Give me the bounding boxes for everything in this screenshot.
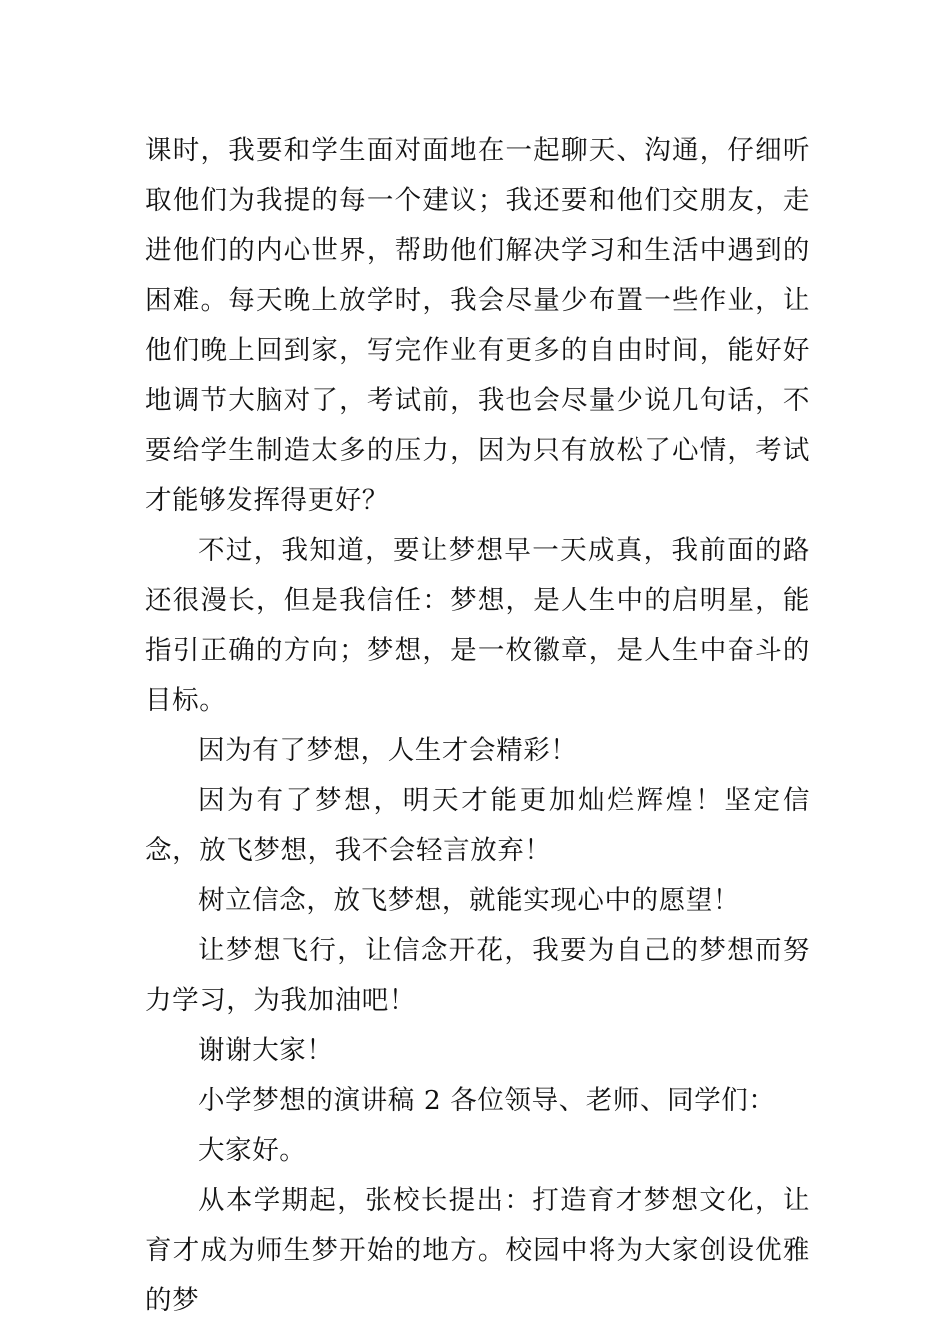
paragraph: 树立信念，放飞梦想，就能实现心中的愿望！ [198,885,740,916]
paragraph: 让梦想飞行，让信念开花，我要为自己的梦想而努力学习，为我加油吧！ [145,935,810,1016]
document-body [145,126,810,1326]
paragraph: 小学梦想的演讲稿 2 各位领导、老师、同学们： [198,1085,776,1116]
paragraph: 从本学期起，张校长提出：打造育才梦想文化，让育才成为师生梦开始的地方。校园中将为大家创设优雅的梦 [145,1185,810,1316]
paragraph: 因为有了梦想，人生才会精彩！ [198,735,578,766]
paragraph: 大家好。 [198,1135,307,1166]
paragraph: 谢谢大家！ [198,1035,334,1066]
paragraph: 不过，我知道，要让梦想早一天成真，我前面的路还很漫长，但是我信任：梦想，是人生中的启明星，能指引正确的方向；梦想，是一枚徽章，是人生中奋斗的目标。 [145,535,810,716]
paragraph: 因为有了梦想，明天才能更加灿烂辉煌！坚定信念，放飞梦想，我不会轻言放弃！ [145,785,810,866]
paragraph: 课时，我要和学生面对面地在一起聊天、沟通，仔细听取他们为我提的每一个建议；我还要和他们交朋友，走进他们的内心世界，帮助他们解决学习和生活中遇到的困难。每天晚上放学时，我会尽量少布置一些作业，让他们晚上回到家，写完作业有更多的自由时间，能好好地调节大脑对了，考试前，我也会尽量少说几句话，不要给学生制造太多的压力，因为只有放松了心情，考试才能够发挥得更好？ [145,135,810,516]
